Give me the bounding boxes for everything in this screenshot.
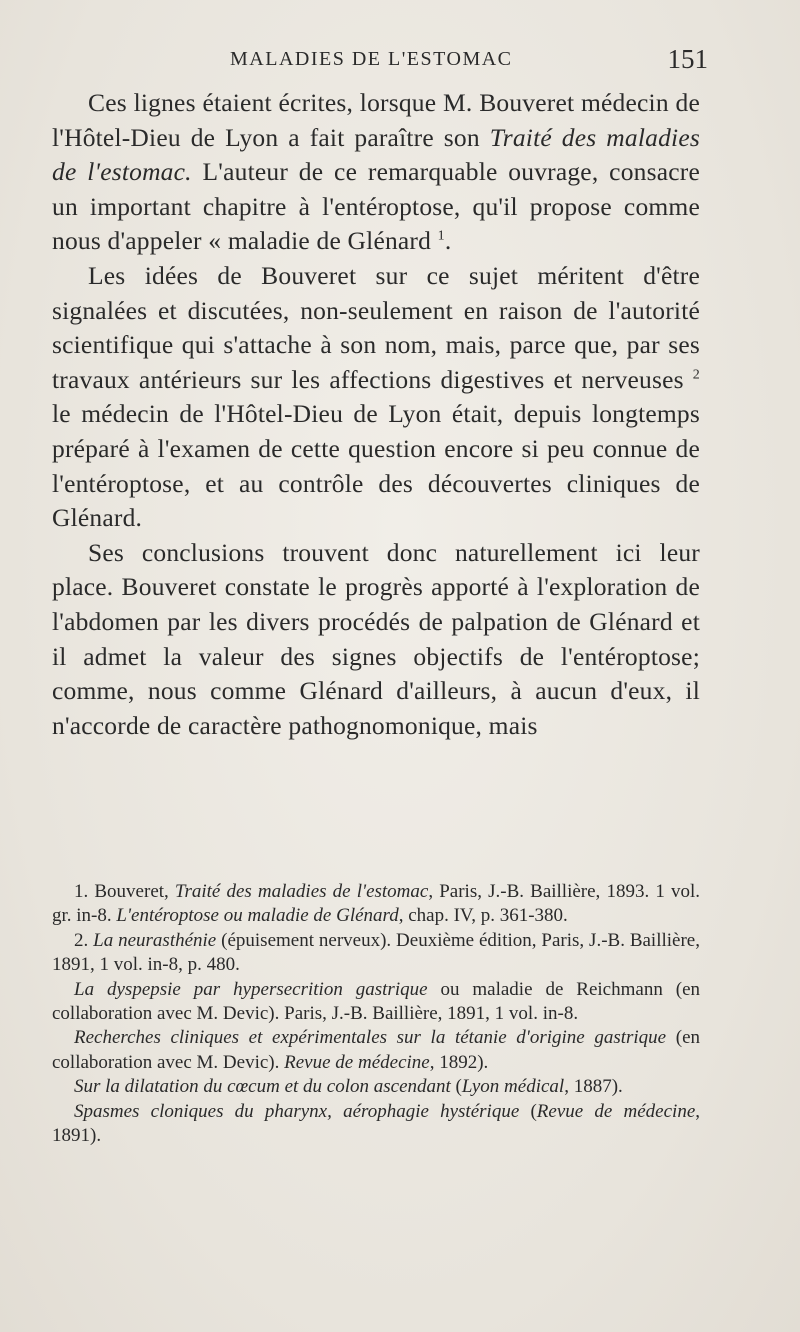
footnote-4-journal: Revue de médecine: [284, 1051, 430, 1073]
footnote-1-text-a: 1. Bouveret,: [74, 881, 175, 902]
paragraph-3: Ses conclusions trouvent donc naturellement ici leur place. Bouveret constate le progrès apporté à l'exploration de l'abdomen par les divers procédés de palpation de Glénard et il admet la valeur des signes objectifs de l'entéroptose; comme, nous comme Glénard d'ailleurs, à aucun d'eux, il n'accorde de caractère pathognomonique, mais: [52, 537, 700, 740]
paragraph-2-text-b: le médecin de l'Hôtel-Dieu de Lyon était, depuis longtemps préparé à l'examen de cette question encore si peu connue de l'entéroptose, et au contrôle des découvertes cliniques de Glénard.: [52, 399, 700, 533]
footnote-6-journal: Revue de médecine: [536, 1100, 696, 1122]
footnote-1-title-1: Traité des maladies de l'estomac: [174, 881, 429, 902]
footnote-6: [52, 1100, 700, 1149]
running-head: [40, 44, 708, 76]
footnote-3: [52, 978, 700, 1027]
footnote-4-title: Recherches cliniques et expérimentales sur la tétanie d'origine gastrique: [74, 1027, 667, 1049]
page-number: 151: [667, 44, 708, 74]
running-title: MALADIES DE L'ESTOMAC: [230, 48, 513, 70]
footnote-1-text-b: , Paris, J.-B. Baillière, 1893. 1 vol. gr. in-8.: [52, 881, 700, 927]
footnote-1-text-c: , chap. IV, p. 361-380.: [398, 905, 568, 927]
footnote-2-text-a: 2.: [74, 929, 94, 951]
footnote-5-text-c: , 1887).: [564, 1076, 623, 1098]
footnote-6-text-c: , 1891).: [52, 1100, 701, 1147]
paragraph-1-text-a: Ces lignes étaient écrites, lorsque M. Bouveret médecin de l'Hôtel-Dieu de Lyon a fait paraître son: [52, 88, 700, 152]
footnote-6-title: Spasmes cloniques du pharynx, aérophagie hystérique: [74, 1100, 520, 1122]
paragraph-1-text-c: .: [444, 226, 452, 256]
paragraph-1: [52, 86, 700, 259]
footnote-2-text-b: (épuisement nerveux). Deuxième édition, Paris, J.-B. Baillière, 1891, 1 vol. in-8, p. 480.: [52, 929, 700, 976]
paragraph-2: [52, 259, 700, 536]
footnote-2: [52, 929, 700, 978]
footnote-5-title: Sur la dilatation du cœcum et du colon ascendant: [74, 1076, 451, 1098]
footnote-ref-1: 1: [437, 228, 445, 244]
main-text: [52, 86, 700, 743]
footnote-1-title-2: L'entéroptose ou maladie de Glénard: [116, 905, 399, 927]
footnote-ref-2: 2: [692, 367, 700, 383]
footnote-2-title: La neurasthénie: [93, 929, 217, 951]
footnote-4-text-c: , 1892).: [429, 1051, 489, 1073]
paragraph-2-text-a: Les idées de Bouveret sur ce sujet méritent d'être signalées et discutées, non-seulement en raison de l'autorité scientifique qui s'attache à son nom, mais, parce que, par ses travaux antérieurs sur les affections digestives et nerveuses: [52, 260, 700, 394]
footnote-5-journal: Lyon médical: [461, 1076, 565, 1098]
book-title-traite: Traité des maladies de l'estomac.: [52, 122, 700, 187]
footnote-1: [52, 880, 700, 929]
footnote-5-text-b: (: [450, 1076, 462, 1098]
footnote-4-text-b: (en collaboration avec M. Devic).: [52, 1027, 701, 1073]
footnote-3-title: La dyspepsie par hypersecrition gastrique: [74, 978, 428, 1000]
footnote-4: [52, 1026, 700, 1075]
footnote-5: [52, 1075, 700, 1099]
footnote-6-text-b: (: [519, 1100, 537, 1122]
footnotes: [52, 880, 700, 1148]
paragraph-1-text-b: L'auteur de ce remarquable ouvrage, consacre un important chapitre à l'entéroptose, qu'il propose comme nous d'appeler « maladie de Glénard: [52, 157, 700, 256]
footnote-3-text: ou maladie de Reichmann (en collaboration avec M. Devic). Paris, J.-B. Baillière, 1891, 1 vol. in-8.: [52, 978, 701, 1025]
